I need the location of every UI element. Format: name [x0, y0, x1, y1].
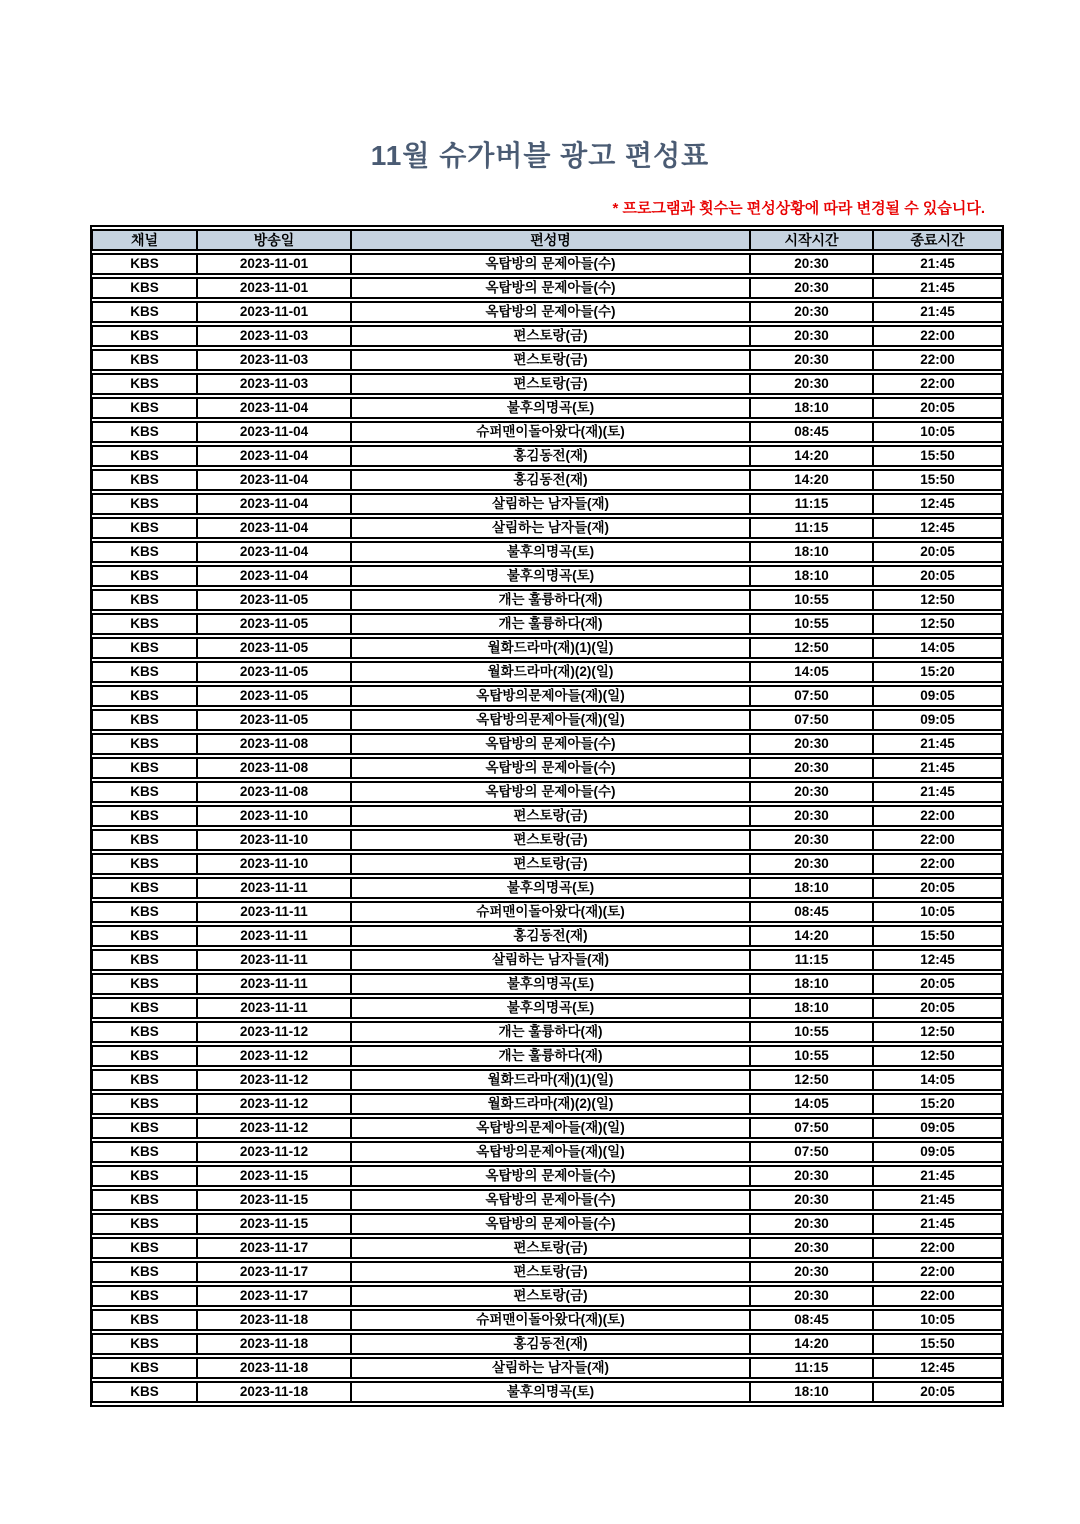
end-time-cell: 21:45	[873, 757, 1002, 779]
date-cell: 2023-11-04	[197, 397, 351, 419]
header-program-name: 편성명	[351, 229, 750, 251]
header-row	[92, 229, 1002, 251]
channel-cell: KBS	[92, 1093, 197, 1115]
channel-cell: KBS	[92, 781, 197, 803]
end-time-cell: 12:45	[873, 517, 1002, 539]
date-cell: 2023-11-15	[197, 1213, 351, 1235]
end-time-cell: 22:00	[873, 373, 1002, 395]
channel-cell: KBS	[92, 949, 197, 971]
program-cell: 홍김동전(재)	[351, 1333, 750, 1355]
program-cell: 불후의명곡(토)	[351, 397, 750, 419]
ad-schedule-table	[90, 225, 1004, 1407]
start-time-cell: 07:50	[750, 1117, 873, 1139]
channel-cell: KBS	[92, 1333, 197, 1355]
program-cell: 옥탑방의문제아들(재)(일)	[351, 1117, 750, 1139]
start-time-cell: 14:05	[750, 1093, 873, 1115]
start-time-cell: 20:30	[750, 757, 873, 779]
table-row	[92, 709, 1002, 731]
date-cell: 2023-11-10	[197, 853, 351, 875]
table-row	[92, 1021, 1002, 1043]
table-row	[92, 1261, 1002, 1283]
channel-cell: KBS	[92, 541, 197, 563]
program-cell: 월화드라마(재)(2)(일)	[351, 1093, 750, 1115]
table-row	[92, 565, 1002, 587]
schedule-change-notice: * 프로그램과 횟수는 편성상황에 따라 변경될 수 있습니다.	[612, 200, 985, 217]
program-cell: 옥탑방의문제아들(재)(일)	[351, 709, 750, 731]
start-time-cell: 11:15	[750, 1357, 873, 1379]
end-time-cell: 15:50	[873, 1333, 1002, 1355]
program-cell: 불후의명곡(토)	[351, 1381, 750, 1403]
date-cell: 2023-11-18	[197, 1309, 351, 1331]
date-cell: 2023-11-18	[197, 1381, 351, 1403]
channel-cell: KBS	[92, 1357, 197, 1379]
start-time-cell: 20:30	[750, 373, 873, 395]
end-time-cell: 21:45	[873, 1165, 1002, 1187]
end-time-cell: 15:50	[873, 445, 1002, 467]
channel-cell: KBS	[92, 1165, 197, 1187]
date-cell: 2023-11-17	[197, 1285, 351, 1307]
start-time-cell: 10:55	[750, 589, 873, 611]
channel-cell: KBS	[92, 1021, 197, 1043]
header-end-time: 종료시간	[873, 229, 1002, 251]
table-row	[92, 421, 1002, 443]
date-cell: 2023-11-11	[197, 949, 351, 971]
program-cell: 슈퍼맨이돌아왔다(재)(토)	[351, 901, 750, 923]
end-time-cell: 22:00	[873, 1285, 1002, 1307]
end-time-cell: 22:00	[873, 1261, 1002, 1283]
table-row	[92, 469, 1002, 491]
table-row	[92, 1117, 1002, 1139]
end-time-cell: 12:45	[873, 493, 1002, 515]
table-row	[92, 877, 1002, 899]
end-time-cell: 12:50	[873, 613, 1002, 635]
table-row	[92, 301, 1002, 323]
schedule-table-body	[92, 253, 1002, 1403]
table-row	[92, 373, 1002, 395]
end-time-cell: 12:50	[873, 1021, 1002, 1043]
date-cell: 2023-11-03	[197, 349, 351, 371]
end-time-cell: 22:00	[873, 829, 1002, 851]
date-cell: 2023-11-11	[197, 973, 351, 995]
table-row	[92, 1165, 1002, 1187]
end-time-cell: 22:00	[873, 853, 1002, 875]
table-row	[92, 901, 1002, 923]
channel-cell: KBS	[92, 421, 197, 443]
program-cell: 옥탑방의 문제아들(수)	[351, 781, 750, 803]
end-time-cell: 20:05	[873, 877, 1002, 899]
program-cell: 불후의명곡(토)	[351, 877, 750, 899]
table-row	[92, 733, 1002, 755]
date-cell: 2023-11-11	[197, 901, 351, 923]
program-cell: 살림하는 남자들(재)	[351, 949, 750, 971]
start-time-cell: 20:30	[750, 805, 873, 827]
date-cell: 2023-11-01	[197, 253, 351, 275]
program-cell: 불후의명곡(토)	[351, 973, 750, 995]
date-cell: 2023-11-04	[197, 421, 351, 443]
channel-cell: KBS	[92, 805, 197, 827]
end-time-cell: 12:45	[873, 1357, 1002, 1379]
program-cell: 개는 훌륭하다(재)	[351, 613, 750, 635]
start-time-cell: 07:50	[750, 685, 873, 707]
start-time-cell: 14:20	[750, 445, 873, 467]
program-cell: 슈퍼맨이돌아왔다(재)(토)	[351, 421, 750, 443]
end-time-cell: 22:00	[873, 349, 1002, 371]
date-cell: 2023-11-05	[197, 709, 351, 731]
channel-cell: KBS	[92, 1069, 197, 1091]
end-time-cell: 09:05	[873, 709, 1002, 731]
channel-cell: KBS	[92, 469, 197, 491]
start-time-cell: 08:45	[750, 421, 873, 443]
program-cell: 편스토랑(금)	[351, 1237, 750, 1259]
table-row	[92, 613, 1002, 635]
start-time-cell: 20:30	[750, 1261, 873, 1283]
date-cell: 2023-11-11	[197, 925, 351, 947]
channel-cell: KBS	[92, 493, 197, 515]
page-title: 11월 슈가버블 광고 편성표	[370, 140, 710, 171]
channel-cell: KBS	[92, 853, 197, 875]
end-time-cell: 21:45	[873, 1189, 1002, 1211]
date-cell: 2023-11-17	[197, 1237, 351, 1259]
program-cell: 옥탑방의 문제아들(수)	[351, 733, 750, 755]
start-time-cell: 18:10	[750, 877, 873, 899]
program-cell: 슈퍼맨이돌아왔다(재)(토)	[351, 1309, 750, 1331]
start-time-cell: 18:10	[750, 397, 873, 419]
program-cell: 옥탑방의 문제아들(수)	[351, 1189, 750, 1211]
program-cell: 옥탑방의 문제아들(수)	[351, 1213, 750, 1235]
start-time-cell: 20:30	[750, 1213, 873, 1235]
table-row	[92, 757, 1002, 779]
start-time-cell: 10:55	[750, 1045, 873, 1067]
end-time-cell: 20:05	[873, 541, 1002, 563]
program-cell: 홍김동전(재)	[351, 925, 750, 947]
channel-cell: KBS	[92, 325, 197, 347]
end-time-cell: 15:50	[873, 925, 1002, 947]
program-cell: 편스토랑(금)	[351, 373, 750, 395]
date-cell: 2023-11-08	[197, 757, 351, 779]
table-row	[92, 1357, 1002, 1379]
start-time-cell: 14:20	[750, 925, 873, 947]
start-time-cell: 20:30	[750, 301, 873, 323]
table-row	[92, 1069, 1002, 1091]
channel-cell: KBS	[92, 1045, 197, 1067]
end-time-cell: 10:05	[873, 901, 1002, 923]
program-cell: 불후의명곡(토)	[351, 541, 750, 563]
date-cell: 2023-11-08	[197, 733, 351, 755]
table-row	[92, 253, 1002, 275]
end-time-cell: 21:45	[873, 301, 1002, 323]
end-time-cell: 14:05	[873, 637, 1002, 659]
channel-cell: KBS	[92, 973, 197, 995]
start-time-cell: 12:50	[750, 1069, 873, 1091]
program-cell: 홍김동전(재)	[351, 445, 750, 467]
program-cell: 옥탑방의 문제아들(수)	[351, 301, 750, 323]
end-time-cell: 22:00	[873, 1237, 1002, 1259]
start-time-cell: 20:30	[750, 253, 873, 275]
start-time-cell: 18:10	[750, 565, 873, 587]
start-time-cell: 08:45	[750, 1309, 873, 1331]
date-cell: 2023-11-12	[197, 1069, 351, 1091]
table-row	[92, 997, 1002, 1019]
program-cell: 편스토랑(금)	[351, 1285, 750, 1307]
end-time-cell: 20:05	[873, 973, 1002, 995]
channel-cell: KBS	[92, 1381, 197, 1403]
channel-cell: KBS	[92, 349, 197, 371]
date-cell: 2023-11-04	[197, 445, 351, 467]
date-cell: 2023-11-03	[197, 373, 351, 395]
date-cell: 2023-11-18	[197, 1357, 351, 1379]
channel-cell: KBS	[92, 901, 197, 923]
table-row	[92, 589, 1002, 611]
channel-cell: KBS	[92, 1189, 197, 1211]
channel-cell: KBS	[92, 1261, 197, 1283]
date-cell: 2023-11-04	[197, 493, 351, 515]
end-time-cell: 15:50	[873, 469, 1002, 491]
start-time-cell: 12:50	[750, 637, 873, 659]
end-time-cell: 21:45	[873, 733, 1002, 755]
start-time-cell: 20:30	[750, 853, 873, 875]
date-cell: 2023-11-05	[197, 589, 351, 611]
date-cell: 2023-11-15	[197, 1165, 351, 1187]
start-time-cell: 11:15	[750, 517, 873, 539]
table-row	[92, 973, 1002, 995]
channel-cell: KBS	[92, 517, 197, 539]
end-time-cell: 09:05	[873, 1117, 1002, 1139]
program-cell: 개는 훌륭하다(재)	[351, 1045, 750, 1067]
start-time-cell: 20:30	[750, 1189, 873, 1211]
table-row	[92, 949, 1002, 971]
date-cell: 2023-11-10	[197, 829, 351, 851]
end-time-cell: 10:05	[873, 421, 1002, 443]
date-cell: 2023-11-01	[197, 277, 351, 299]
program-cell: 월화드라마(재)(1)(일)	[351, 1069, 750, 1091]
start-time-cell: 18:10	[750, 1381, 873, 1403]
start-time-cell: 18:10	[750, 997, 873, 1019]
end-time-cell: 12:50	[873, 589, 1002, 611]
end-time-cell: 12:45	[873, 949, 1002, 971]
program-cell: 불후의명곡(토)	[351, 565, 750, 587]
date-cell: 2023-11-18	[197, 1333, 351, 1355]
end-time-cell: 12:50	[873, 1045, 1002, 1067]
table-row	[92, 805, 1002, 827]
channel-cell: KBS	[92, 253, 197, 275]
channel-cell: KBS	[92, 613, 197, 635]
end-time-cell: 10:05	[873, 1309, 1002, 1331]
date-cell: 2023-11-05	[197, 613, 351, 635]
start-time-cell: 14:20	[750, 469, 873, 491]
table-row	[92, 1237, 1002, 1259]
start-time-cell: 20:30	[750, 1165, 873, 1187]
program-cell: 옥탑방의 문제아들(수)	[351, 277, 750, 299]
date-cell: 2023-11-05	[197, 661, 351, 683]
channel-cell: KBS	[92, 565, 197, 587]
table-row	[92, 349, 1002, 371]
channel-cell: KBS	[92, 397, 197, 419]
start-time-cell: 10:55	[750, 613, 873, 635]
end-time-cell: 09:05	[873, 1141, 1002, 1163]
program-cell: 옥탑방의문제아들(재)(일)	[351, 685, 750, 707]
channel-cell: KBS	[92, 1237, 197, 1259]
table-row	[92, 661, 1002, 683]
table-row	[92, 1213, 1002, 1235]
end-time-cell: 20:05	[873, 397, 1002, 419]
date-cell: 2023-11-12	[197, 1045, 351, 1067]
start-time-cell: 10:55	[750, 1021, 873, 1043]
table-row	[92, 637, 1002, 659]
channel-cell: KBS	[92, 733, 197, 755]
date-cell: 2023-11-12	[197, 1021, 351, 1043]
end-time-cell: 09:05	[873, 685, 1002, 707]
table-row	[92, 829, 1002, 851]
date-cell: 2023-11-11	[197, 877, 351, 899]
channel-cell: KBS	[92, 301, 197, 323]
start-time-cell: 07:50	[750, 1141, 873, 1163]
program-cell: 개는 훌륭하다(재)	[351, 1021, 750, 1043]
date-cell: 2023-11-04	[197, 469, 351, 491]
start-time-cell: 18:10	[750, 973, 873, 995]
channel-cell: KBS	[92, 685, 197, 707]
start-time-cell: 20:30	[750, 781, 873, 803]
channel-cell: KBS	[92, 661, 197, 683]
date-cell: 2023-11-04	[197, 565, 351, 587]
start-time-cell: 20:30	[750, 1285, 873, 1307]
table-row	[92, 277, 1002, 299]
channel-cell: KBS	[92, 1213, 197, 1235]
table-row	[92, 541, 1002, 563]
program-cell: 월화드라마(재)(1)(일)	[351, 637, 750, 659]
program-cell: 편스토랑(금)	[351, 853, 750, 875]
end-time-cell: 21:45	[873, 1213, 1002, 1235]
program-cell: 편스토랑(금)	[351, 805, 750, 827]
program-cell: 편스토랑(금)	[351, 349, 750, 371]
program-cell: 월화드라마(재)(2)(일)	[351, 661, 750, 683]
table-row	[92, 1285, 1002, 1307]
program-cell: 홍김동전(재)	[351, 469, 750, 491]
table-row	[92, 1189, 1002, 1211]
start-time-cell: 11:15	[750, 493, 873, 515]
channel-cell: KBS	[92, 1309, 197, 1331]
channel-cell: KBS	[92, 589, 197, 611]
table-row	[92, 925, 1002, 947]
end-time-cell: 15:20	[873, 661, 1002, 683]
end-time-cell: 20:05	[873, 565, 1002, 587]
start-time-cell: 20:30	[750, 325, 873, 347]
start-time-cell: 11:15	[750, 949, 873, 971]
channel-cell: KBS	[92, 1117, 197, 1139]
channel-cell: KBS	[92, 925, 197, 947]
table-row	[92, 1045, 1002, 1067]
start-time-cell: 14:05	[750, 661, 873, 683]
channel-cell: KBS	[92, 277, 197, 299]
date-cell: 2023-11-08	[197, 781, 351, 803]
header-broadcast-date: 방송일	[197, 229, 351, 251]
program-cell: 살림하는 남자들(재)	[351, 1357, 750, 1379]
end-time-cell: 21:45	[873, 781, 1002, 803]
start-time-cell: 07:50	[750, 709, 873, 731]
end-time-cell: 22:00	[873, 805, 1002, 827]
table-row	[92, 1309, 1002, 1331]
date-cell: 2023-11-12	[197, 1093, 351, 1115]
channel-cell: KBS	[92, 709, 197, 731]
channel-cell: KBS	[92, 637, 197, 659]
channel-cell: KBS	[92, 997, 197, 1019]
channel-cell: KBS	[92, 1285, 197, 1307]
start-time-cell: 14:20	[750, 1333, 873, 1355]
date-cell: 2023-11-15	[197, 1189, 351, 1211]
program-cell: 불후의명곡(토)	[351, 997, 750, 1019]
start-time-cell: 20:30	[750, 277, 873, 299]
date-cell: 2023-11-04	[197, 541, 351, 563]
table-row	[92, 1141, 1002, 1163]
table-row	[92, 781, 1002, 803]
channel-cell: KBS	[92, 757, 197, 779]
channel-cell: KBS	[92, 877, 197, 899]
end-time-cell: 20:05	[873, 1381, 1002, 1403]
program-cell: 편스토랑(금)	[351, 325, 750, 347]
date-cell: 2023-11-17	[197, 1261, 351, 1283]
program-cell: 편스토랑(금)	[351, 829, 750, 851]
program-cell: 살림하는 남자들(재)	[351, 493, 750, 515]
table-row	[92, 853, 1002, 875]
table-row	[92, 685, 1002, 707]
date-cell: 2023-11-12	[197, 1117, 351, 1139]
start-time-cell: 20:30	[750, 1237, 873, 1259]
channel-cell: KBS	[92, 829, 197, 851]
date-cell: 2023-11-11	[197, 997, 351, 1019]
end-time-cell: 14:05	[873, 1069, 1002, 1091]
header-start-time: 시작시간	[750, 229, 873, 251]
channel-cell: KBS	[92, 445, 197, 467]
end-time-cell: 22:00	[873, 325, 1002, 347]
program-cell: 개는 훌륭하다(재)	[351, 589, 750, 611]
program-cell: 옥탑방의 문제아들(수)	[351, 253, 750, 275]
date-cell: 2023-11-12	[197, 1141, 351, 1163]
end-time-cell: 15:20	[873, 1093, 1002, 1115]
date-cell: 2023-11-05	[197, 685, 351, 707]
program-cell: 옥탑방의 문제아들(수)	[351, 757, 750, 779]
table-row	[92, 1093, 1002, 1115]
date-cell: 2023-11-03	[197, 325, 351, 347]
program-cell: 옥탑방의 문제아들(수)	[351, 1165, 750, 1187]
table-row	[92, 517, 1002, 539]
table-row	[92, 1381, 1002, 1403]
start-time-cell: 18:10	[750, 541, 873, 563]
date-cell: 2023-11-05	[197, 637, 351, 659]
start-time-cell: 08:45	[750, 901, 873, 923]
date-cell: 2023-11-10	[197, 805, 351, 827]
table-row	[92, 397, 1002, 419]
start-time-cell: 20:30	[750, 733, 873, 755]
program-cell: 살림하는 남자들(재)	[351, 517, 750, 539]
end-time-cell: 21:45	[873, 277, 1002, 299]
header-channel: 채널	[92, 229, 197, 251]
channel-cell: KBS	[92, 1141, 197, 1163]
program-cell: 편스토랑(금)	[351, 1261, 750, 1283]
channel-cell: KBS	[92, 373, 197, 395]
end-time-cell: 21:45	[873, 253, 1002, 275]
start-time-cell: 20:30	[750, 349, 873, 371]
table-row	[92, 445, 1002, 467]
date-cell: 2023-11-04	[197, 517, 351, 539]
program-cell: 옥탑방의문제아들(재)(일)	[351, 1141, 750, 1163]
table-row	[92, 1333, 1002, 1355]
date-cell: 2023-11-01	[197, 301, 351, 323]
table-row	[92, 325, 1002, 347]
end-time-cell: 20:05	[873, 997, 1002, 1019]
start-time-cell: 20:30	[750, 829, 873, 851]
table-row	[92, 493, 1002, 515]
